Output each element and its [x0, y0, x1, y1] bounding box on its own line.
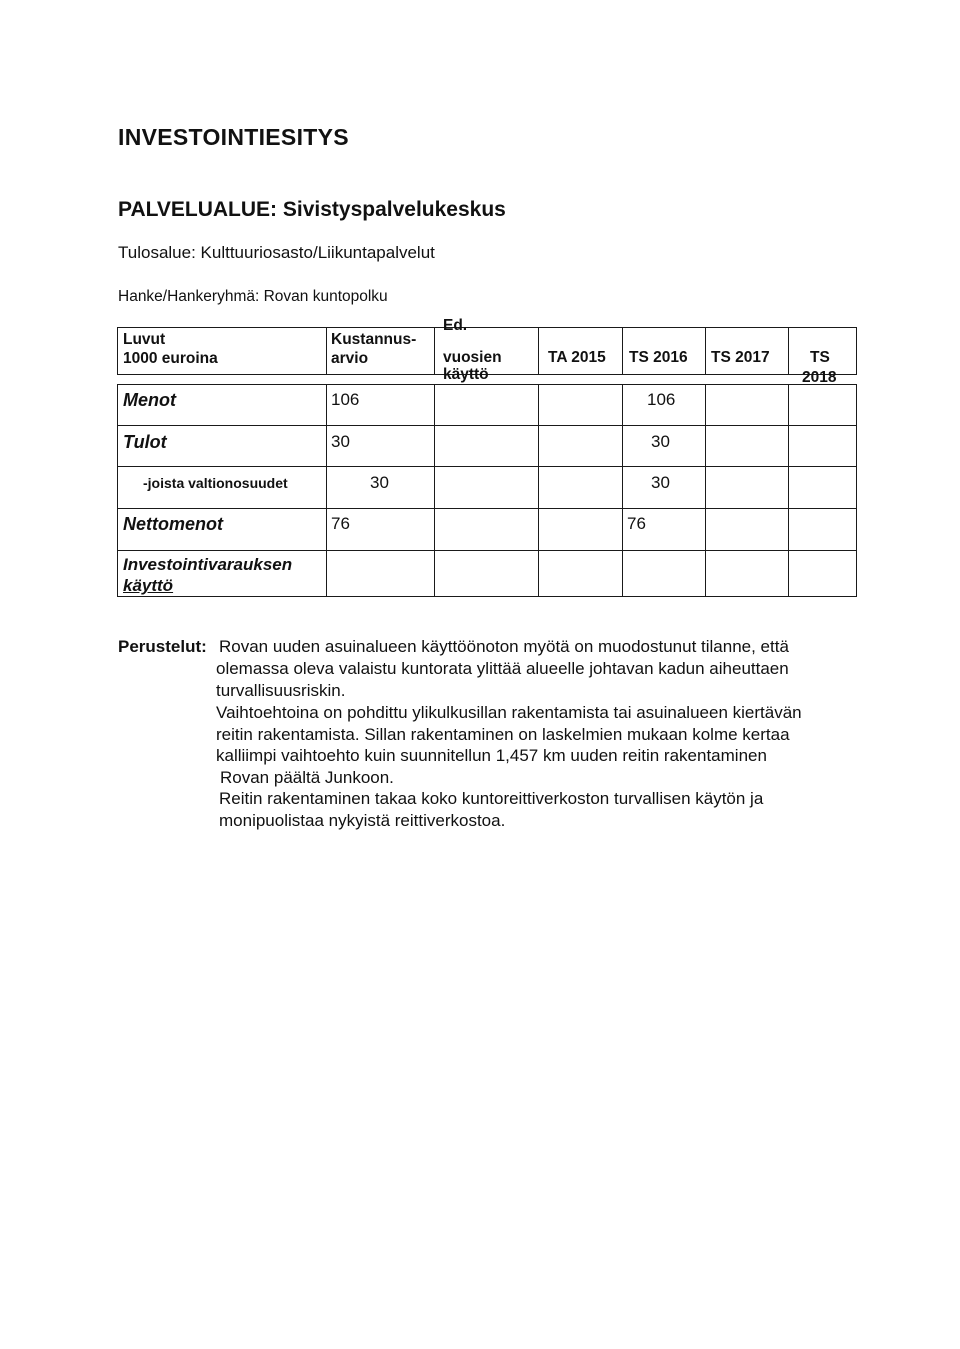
header-ts2018-line1: TS: [810, 349, 830, 366]
nettomenot-ts2016: 76: [627, 514, 646, 533]
basis-line-4: Vaihtoehtoina on pohdittu ylikulkusillan rakentamista tai asuinalueen kiertävän: [216, 703, 802, 722]
nettomenot-ts2017-cell: [705, 508, 789, 551]
valtionosuudet-ts2016: 30: [651, 473, 670, 492]
menot-label: Menot: [123, 390, 176, 410]
investointivaraus-ts2018-cell: [788, 550, 857, 597]
header-estimate-line2: arvio: [331, 350, 369, 367]
menot-ts2016: 106: [647, 390, 676, 409]
basis-line-7: Rovan päältä Junkoon.: [220, 768, 394, 787]
nettomenot-prior-cell: [434, 508, 539, 551]
investointivaraus-ta2015-cell: [538, 550, 623, 597]
project-group-heading: Hanke/Hankeryhmä: Rovan kuntopolku: [118, 288, 388, 305]
nettomenot-estimate: 76: [331, 514, 350, 533]
nettomenot-label: Nettomenot: [123, 514, 223, 534]
investointivaraus-label-line2: käyttö: [123, 576, 174, 595]
basis-line-5: reitin rakentamista. Sillan rakentaminen on laskelmien mukaan kolme kertaa: [216, 725, 790, 744]
investointivaraus-ts2017-cell: [705, 550, 789, 597]
header-ts2018-line2: 2018: [802, 369, 837, 386]
menot-prior-cell: [434, 384, 539, 426]
header-ta2015: TA 2015: [548, 349, 606, 366]
valtionosuudet-ts2017-cell: [705, 466, 789, 509]
header-ts2017: TS 2017: [711, 349, 770, 366]
nettomenot-ts2018-cell: [788, 508, 857, 551]
valtionosuudet-ts2018-cell: [788, 466, 857, 509]
menot-ts2017-cell: [705, 384, 789, 426]
valtionosuudet-label: -joista valtionosuudet: [143, 475, 288, 491]
tulot-prior-cell: [434, 425, 539, 467]
header-ts2016: TS 2016: [629, 349, 688, 366]
tulot-label: Tulot: [123, 432, 167, 452]
valtionosuudet-ta2015-cell: [538, 466, 623, 509]
investointivaraus-label-line1: Investointivarauksen: [123, 555, 293, 574]
header-prior-line2: vuosien: [443, 349, 502, 366]
header-estimate-line1: Kustannus-: [331, 331, 417, 348]
service-area-heading: PALVELUALUE: Sivistyspalvelukeskus: [118, 198, 506, 221]
menot-ta2015-cell: [538, 384, 623, 426]
valtionosuudet-prior-cell: [434, 466, 539, 509]
tulot-ts2018-cell: [788, 425, 857, 467]
basis-line-8: Reitin rakentaminen takaa koko kuntoreittiverkoston turvallisen käytön ja: [219, 789, 764, 808]
basis-line-2: olemassa oleva valaistu kuntorata ylittää alueelle johtavan kadun aiheuttaen: [216, 659, 789, 678]
investointivaraus-prior-cell: [434, 550, 539, 597]
valtionosuudet-estimate: 30: [370, 473, 389, 492]
investointivaraus-ts2016-cell: [622, 550, 706, 597]
tulot-estimate: 30: [331, 432, 350, 451]
header-unit-line1: Luvut: [123, 331, 166, 348]
header-prior-line1: Ed.: [443, 317, 468, 334]
header-unit-line2: 1000 euroina: [123, 350, 218, 367]
basis-line-6: kalliimpi vaihtoehto kuin suunnitellun 1,457 km uuden reitin rakentaminen: [216, 746, 767, 765]
investointivaraus-estimate-cell: [326, 550, 435, 597]
investment-table: [117, 317, 857, 597]
tulot-ts2016: 30: [651, 432, 670, 451]
result-area-heading: Tulosalue: Kulttuuriosasto/Liikuntapalvelut: [118, 243, 435, 262]
menot-estimate: 106: [331, 390, 360, 409]
basis-line-1: Rovan uuden asuinalueen käyttöönoton myötä on muodostunut tilanne, että: [219, 637, 789, 656]
document-title: INVESTOINTIESITYS: [118, 124, 349, 150]
menot-ts2018-cell: [788, 384, 857, 426]
basis-label: Perustelut:: [118, 637, 207, 656]
basis-line-3: turvallisuusriskin.: [216, 681, 346, 700]
header-prior-line3: käyttö: [443, 366, 489, 383]
basis-line-9: monipuolistaa nykyistä reittiverkostoa.: [219, 811, 506, 830]
tulot-ts2017-cell: [705, 425, 789, 467]
nettomenot-ta2015-cell: [538, 508, 623, 551]
tulot-ta2015-cell: [538, 425, 623, 467]
